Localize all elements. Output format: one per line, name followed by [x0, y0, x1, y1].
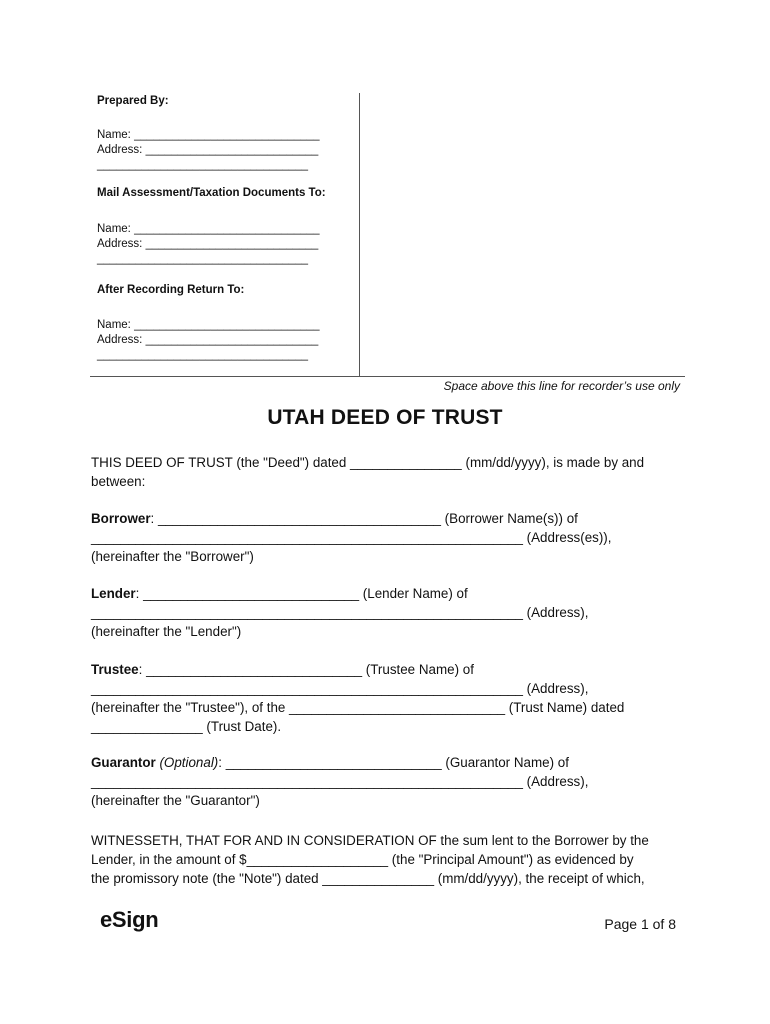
lender-address-line: __________________________________________________________ (Address), [91, 605, 589, 620]
return-to-name-line: Name: _____________________________ [97, 319, 320, 331]
trustee-address-line: __________________________________________________________ (Address), [91, 681, 589, 696]
guarantor-optional: (Optional) [159, 755, 219, 770]
recorder-horizontal-divider [90, 376, 685, 377]
trustee-date-line: _______________ (Trust Date). [91, 719, 282, 734]
esign-logo: eSign [100, 907, 159, 932]
lender-name-field: : _____________________________ (Lender Name) of [135, 586, 468, 601]
return-to-address-line: Address: ___________________________ [97, 334, 319, 346]
guarantor-hereinafter: (hereinafter the "Guarantor") [91, 793, 260, 808]
guarantor-name-field: : _____________________________ (Guarantor Name) of [218, 755, 569, 770]
witnesseth-line-1: WITNESSETH, THAT FOR AND IN CONSIDERATION OF the sum lent to the Borrower by the [91, 833, 649, 848]
borrower-name-field: : ______________________________________ (Borrower Name(s)) of [150, 511, 578, 526]
borrower-line-1 [91, 509, 578, 528]
trustee-name-field: : _____________________________ (Trustee Name) of [138, 662, 474, 677]
guarantor-address-line: __________________________________________________________ (Address), [91, 774, 589, 789]
witnesseth-line-2: Lender, in the amount of $___________________ (the "Principal Amount") as evidenced by [91, 852, 634, 867]
trustee-hereinafter: (hereinafter the "Trustee"), of the _____________________________ (Trust Name) dated [91, 700, 625, 715]
borrower-label: Borrower [91, 511, 151, 526]
guarantor-line-1 [91, 753, 569, 772]
lender-label: Lender [91, 586, 136, 601]
mail-to-address-line: Address: ___________________________ [97, 238, 319, 250]
borrower-hereinafter: (hereinafter the "Borrower") [91, 549, 254, 564]
trustee-label: Trustee [91, 662, 139, 677]
return-to-address-line-2: _________________________________ [97, 349, 309, 361]
lender-line-1 [91, 584, 468, 603]
guarantor-label: Guarantor [91, 755, 156, 770]
intro-line-2: between: [91, 474, 146, 489]
lender-hereinafter: (hereinafter the "Lender") [91, 624, 242, 639]
intro-line-1: THIS DEED OF TRUST (the "Deed") dated _______________ (mm/dd/yyyy), is made by and [91, 455, 645, 470]
mail-to-address-line-2: _________________________________ [97, 253, 309, 265]
page-number: Page 1 of 8 [604, 916, 676, 932]
mail-to-label: Mail Assessment/Taxation Documents To: [97, 187, 326, 199]
prepared-by-address-line-2: _________________________________ [97, 159, 309, 171]
trustee-line-1 [91, 660, 474, 679]
mail-to-name-line: Name: _____________________________ [97, 223, 320, 235]
prepared-by-label: Prepared By: [97, 95, 169, 107]
borrower-address-line: __________________________________________________________ (Address(es)), [91, 530, 612, 545]
recorder-note: Space above this line for recorder’s use only [443, 379, 680, 393]
prepared-by-name-line: Name: _____________________________ [97, 129, 320, 141]
document-title: UTAH DEED OF TRUST [267, 406, 503, 429]
witnesseth-line-3: the promissory note (the "Note") dated _______________ (mm/dd/yyyy), the receipt of which, [91, 871, 645, 886]
prepared-by-address-line: Address: ___________________________ [97, 144, 319, 156]
recorder-vertical-divider [359, 93, 360, 376]
return-to-label: After Recording Return To: [97, 284, 245, 296]
